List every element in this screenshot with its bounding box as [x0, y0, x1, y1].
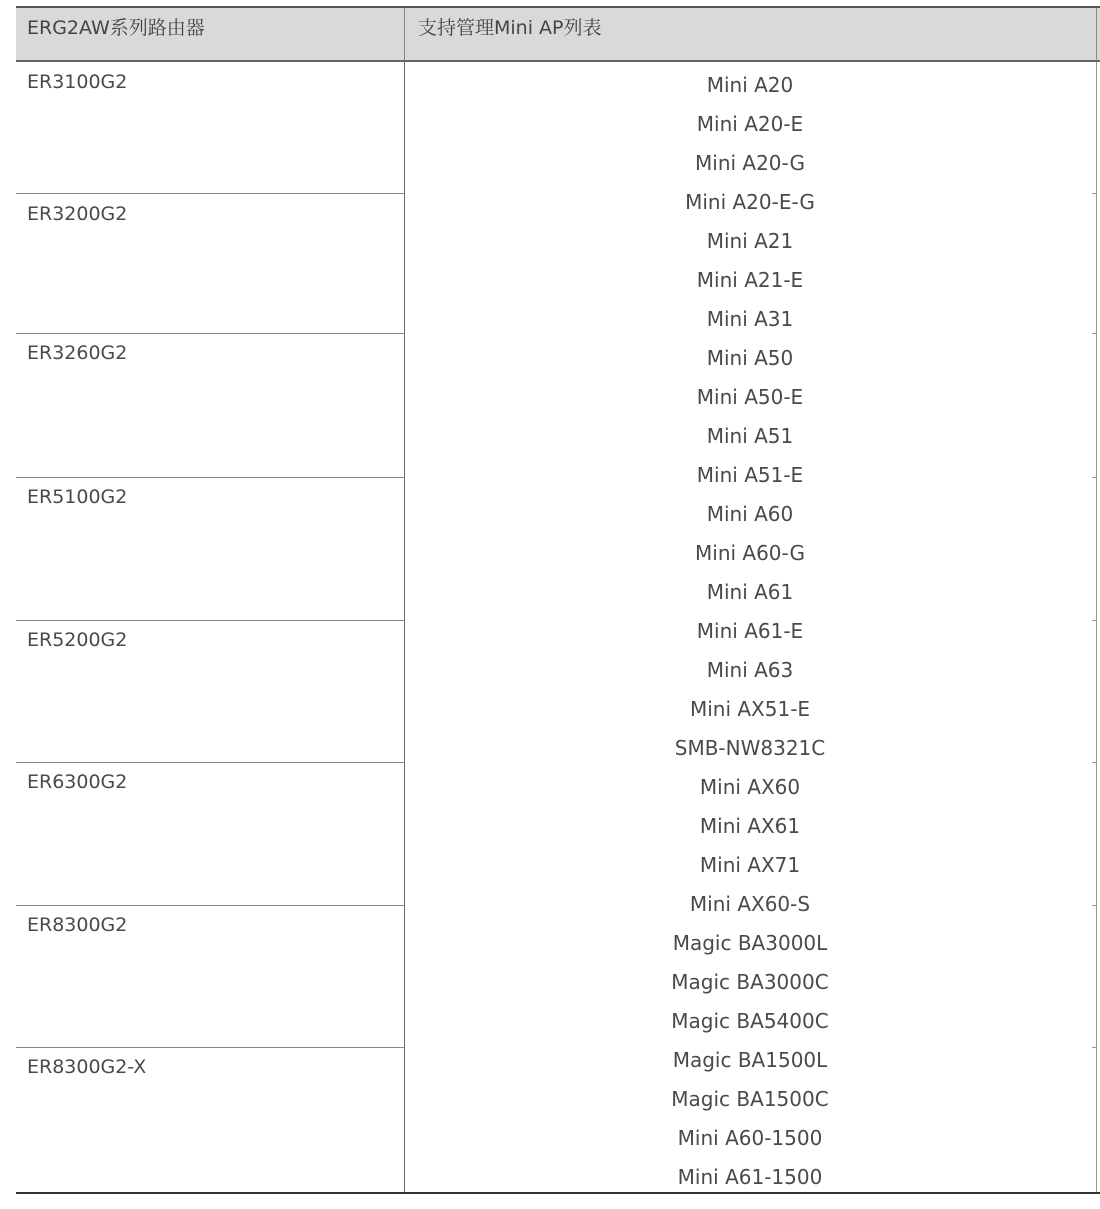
ap-list-item: Mini A60-1500 — [677, 1126, 823, 1150]
ap-list-item: Mini A63 — [706, 658, 794, 682]
router-cell: ER8300G2-X — [16, 1047, 405, 1192]
ap-column — [405, 62, 1097, 1192]
ap-list-item: Mini AX71 — [699, 853, 801, 877]
ap-list-item: Mini A20-E — [696, 112, 804, 136]
router-column — [16, 62, 405, 1192]
router-cell: ER6300G2 — [16, 762, 405, 905]
ap-list-item: Magic BA3000C — [671, 970, 829, 994]
router-cell: ER3260G2 — [16, 333, 405, 477]
ap-list-item: Mini AX60 — [699, 775, 801, 799]
ap-list-item: Mini A51-E — [696, 463, 804, 487]
ap-list-item: Magic BA1500L — [672, 1048, 828, 1072]
ap-list-item: Mini A20-G — [695, 151, 805, 175]
row-divider-tick — [1092, 905, 1096, 906]
ap-list-item: Mini A60 — [706, 502, 794, 526]
ap-list-item: Magic BA3000L — [672, 931, 828, 955]
ap-list-item: Mini A51 — [706, 424, 794, 448]
row-divider-tick — [1092, 620, 1096, 621]
router-cell: ER5200G2 — [16, 620, 405, 762]
ap-list-item: Mini A20-E-G — [685, 190, 815, 214]
row-divider-tick — [1092, 762, 1096, 763]
ap-list-item: Mini A21 — [706, 229, 794, 253]
compatibility-table — [16, 6, 1100, 1194]
ap-list-item: Magic BA5400C — [671, 1009, 829, 1033]
ap-list-item: Mini A61-1500 — [677, 1165, 823, 1189]
ap-list-item: Mini A50-E — [696, 385, 804, 409]
row-divider-tick — [1092, 193, 1096, 194]
row-divider-tick — [1092, 1047, 1096, 1048]
header-supported-aps: 支持管理Mini AP列表 — [405, 8, 1097, 60]
table-header — [16, 8, 1100, 62]
ap-list-item: Mini A20 — [706, 73, 794, 97]
ap-list-item: Mini AX61 — [699, 814, 801, 838]
ap-list-item: Mini A61-E — [696, 619, 804, 643]
router-cell: ER8300G2 — [16, 905, 405, 1047]
ap-list-item: Mini AX60-S — [689, 892, 811, 916]
ap-list-item: Mini A21-E — [696, 268, 804, 292]
ap-list-item: Mini A61 — [706, 580, 794, 604]
ap-list-item: Mini A31 — [706, 307, 794, 331]
ap-list-item: Mini A60-G — [695, 541, 805, 565]
ap-list-item: Mini A50 — [706, 346, 794, 370]
row-divider-tick — [1092, 477, 1096, 478]
ap-list-item: Mini AX51-E — [689, 697, 811, 721]
row-divider-tick — [1092, 333, 1096, 334]
router-cell: ER3200G2 — [16, 193, 405, 333]
router-cell: ER3100G2 — [27, 71, 128, 93]
ap-list-item: Magic BA1500C — [671, 1087, 829, 1111]
ap-list-item: SMB-NW8321C — [674, 736, 826, 760]
header-router-series: ERG2AW系列路由器 — [16, 8, 405, 60]
router-cell: ER5100G2 — [16, 477, 405, 620]
